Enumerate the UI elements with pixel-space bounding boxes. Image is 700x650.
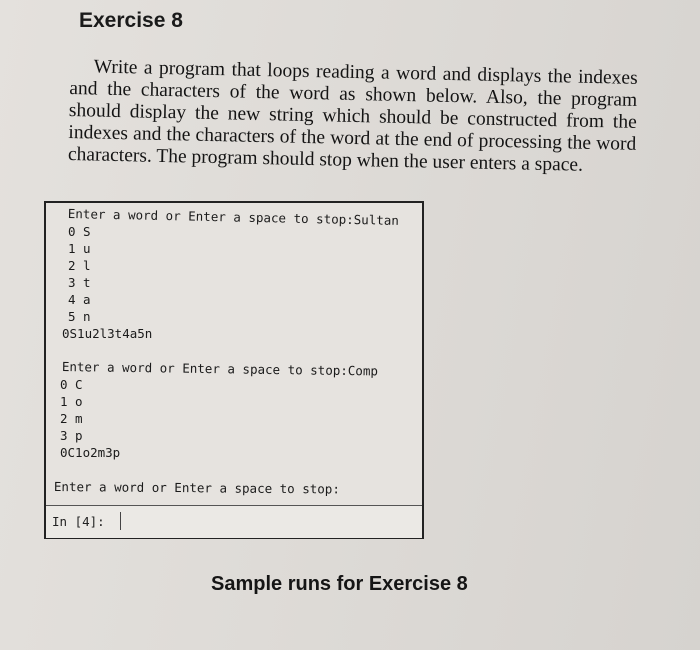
output-line: 0C1o2m3p [60,445,121,460]
output-line: Enter a word or Enter a space to stop:Sultan [67,206,400,228]
output-line: 2 m [60,411,83,426]
output-line: 1 u [68,241,91,256]
input-cell[interactable] [46,505,422,538]
output-line: 0 C [60,377,83,392]
output-line: 5 n [68,309,91,324]
output-line: Enter a word or Enter a space to stop:Comp [61,359,379,379]
output-line: Enter a word or Enter a space to stop: [53,479,340,497]
output-line: 0 S [68,224,91,239]
figure-caption: Sample runs for Exercise 8 [211,573,468,595]
output-line: 4 a [68,292,91,307]
output-line: 0S1u2l3t4a5n [62,326,153,341]
output-line: 3 p [60,428,83,443]
output-line: 1 o [60,394,83,409]
output-line: 2 l [68,258,91,273]
text-cursor [120,512,121,530]
exercise-heading: Exercise 8 [79,9,183,32]
sample-run-output-box [44,201,424,539]
cell-prompt-label: In [4]: [52,514,105,529]
output-line: 3 t [68,275,91,290]
exercise-description: Write a program that loops reading a word and displays the indexes and the characters of the word as shown below. Also, the program should display the new string which should be constructed from the indexes and the characters of the word at the end of processing the word characters. The program should stop when the user enters a space. [67,56,638,176]
